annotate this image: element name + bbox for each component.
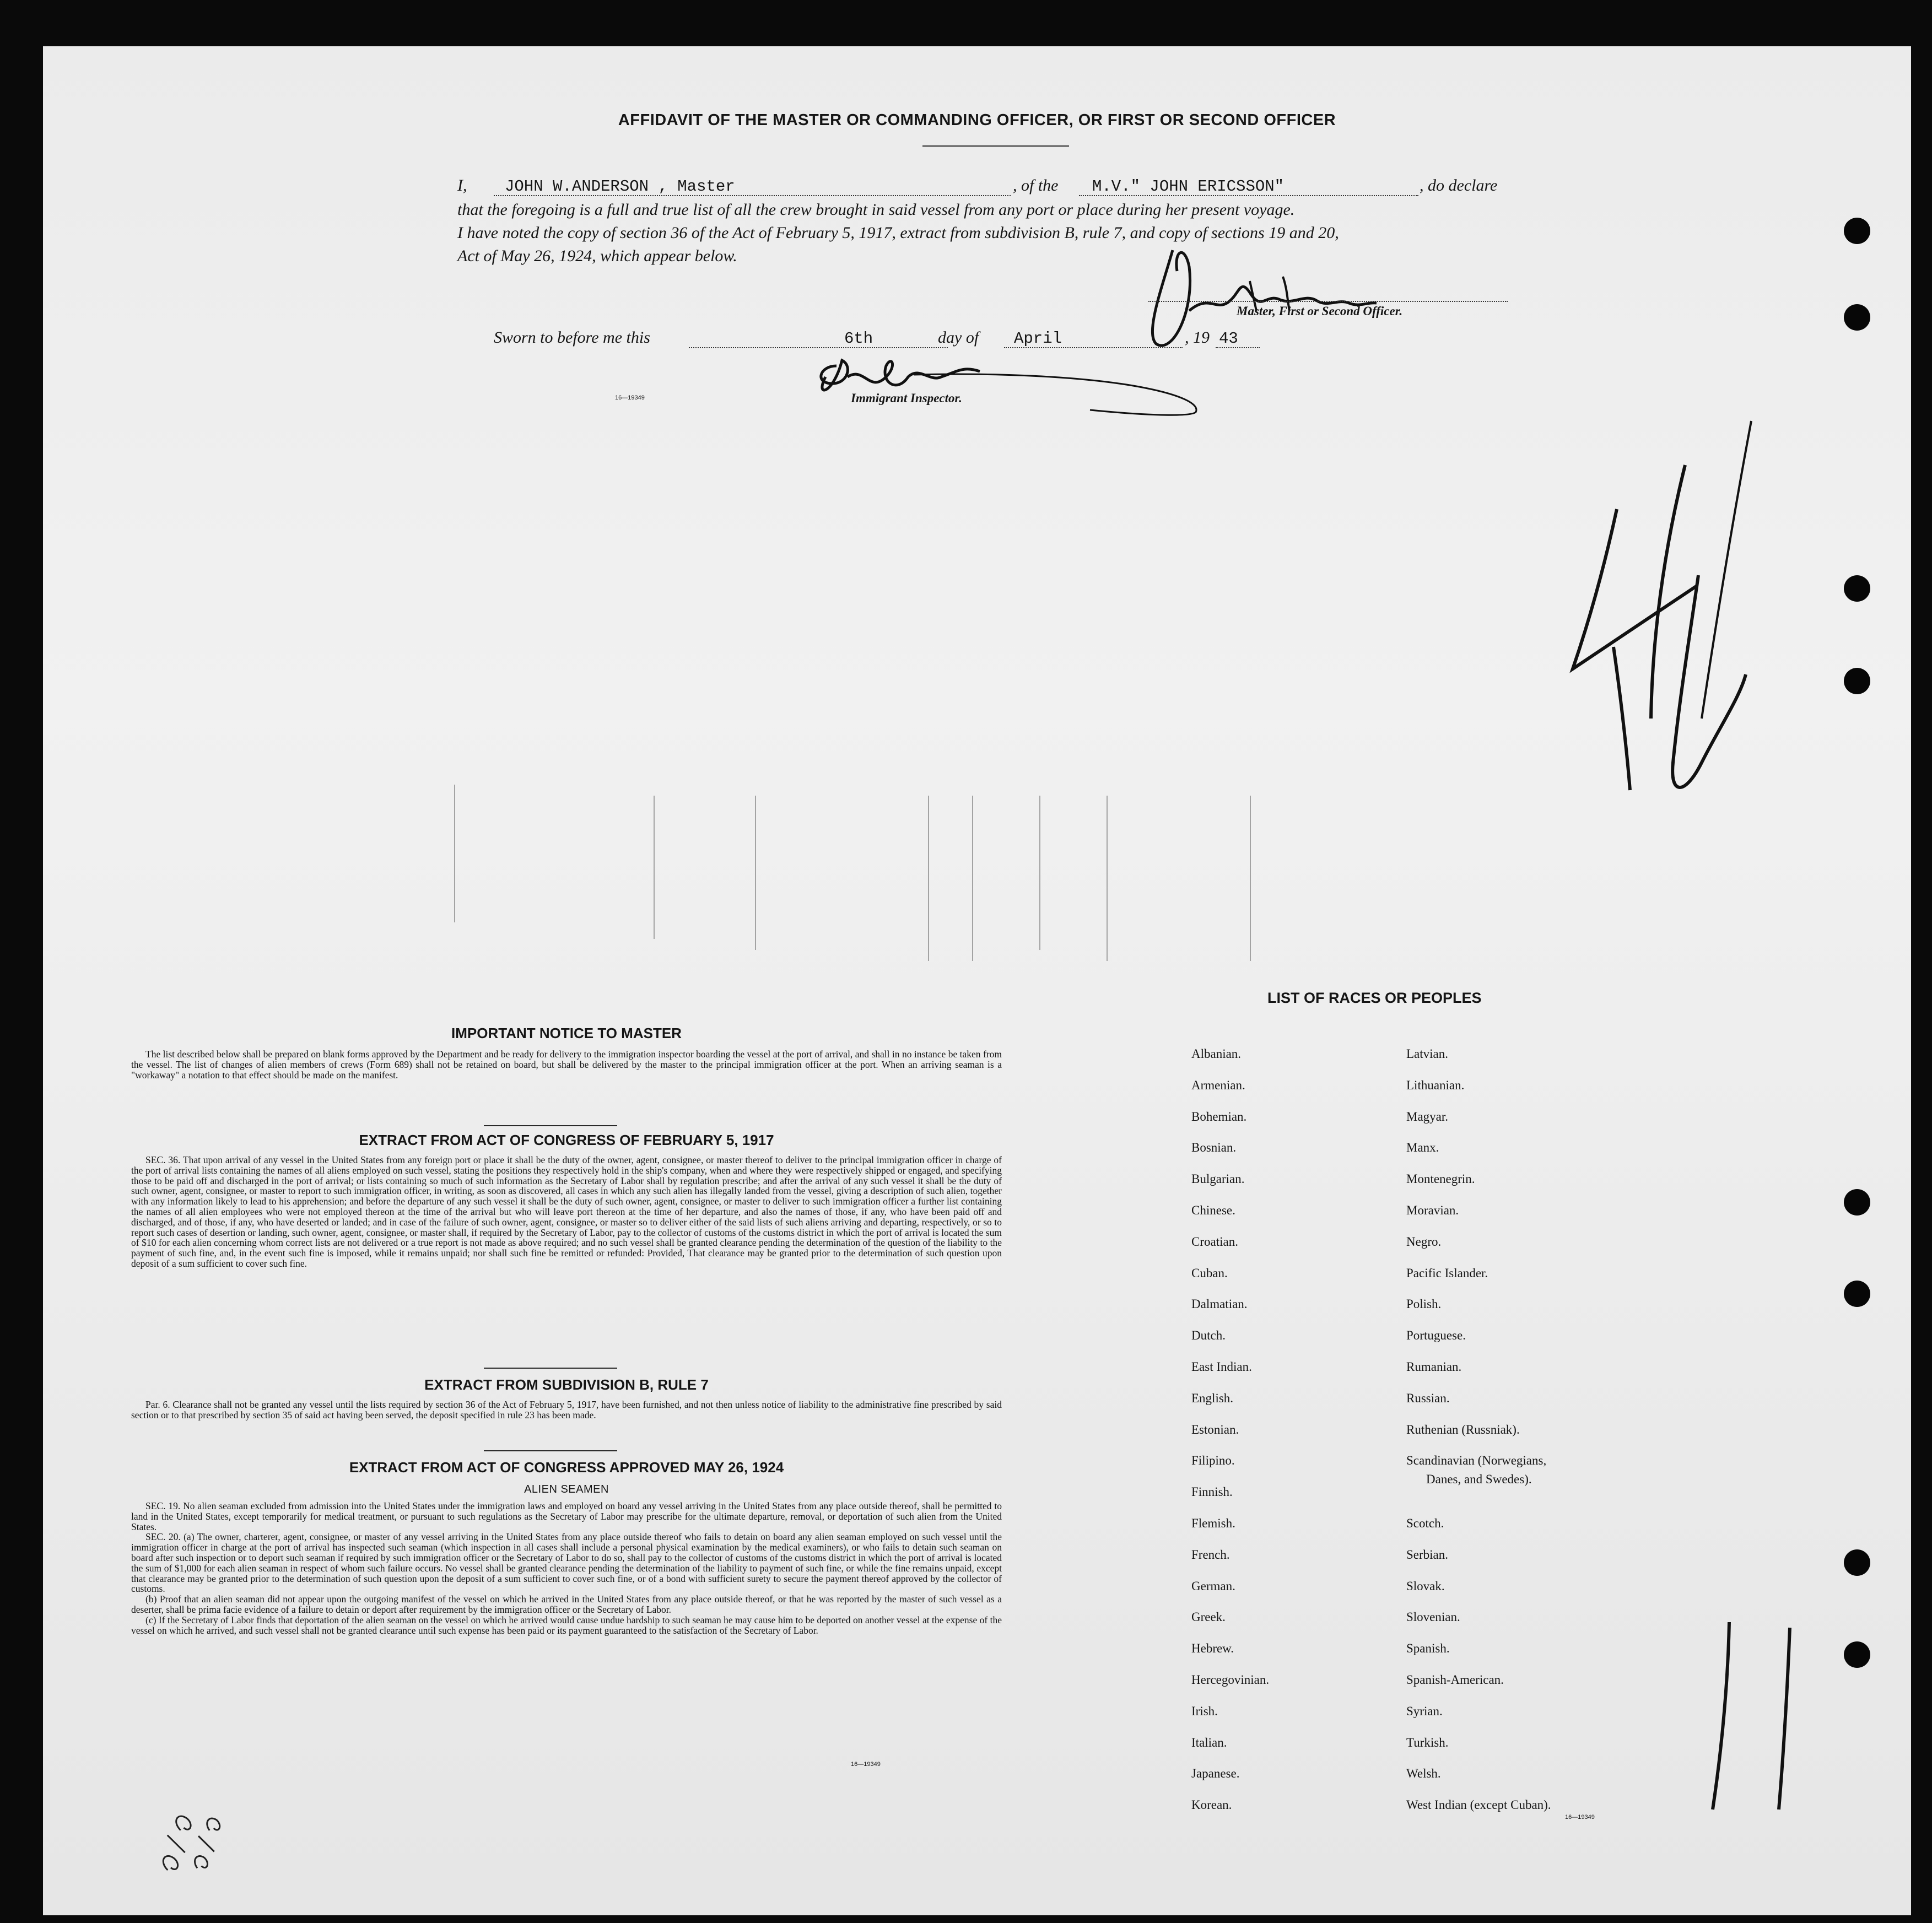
race-item: Magyar.: [1406, 1109, 1449, 1123]
race-item: East Indian.: [1191, 1360, 1252, 1374]
affidavit-title: AFFIDAVIT OF THE MASTER OR COMMANDING OFFICER, OR FIRST OR SECOND OFFICER: [618, 111, 1336, 129]
race-item: Hebrew.: [1191, 1641, 1234, 1656]
race-item: Japanese.: [1191, 1767, 1240, 1781]
notice-divider: [484, 1125, 617, 1126]
race-item: Serbian.: [1406, 1547, 1449, 1562]
punch-hole: [1844, 575, 1870, 602]
race-item: Korean.: [1191, 1798, 1232, 1812]
sec-20b-text: (b) Proof that an alien seaman did not appear upon the outgoing manifest of the vessel on which he arrived in the United States from any place outside thereof, or that he was reported by the master of such vessel as a deserter, shall be prima facie evidence of a failure to detain or deport after requirement by the immigration officer or the Secretary of Labor.: [131, 1594, 1002, 1615]
bleed-line: [755, 796, 756, 950]
vessel-name: M.V." JOHN ERICSSON": [1092, 177, 1285, 196]
handwritten-number-large: [1520, 410, 1806, 829]
race-item: Chinese.: [1191, 1203, 1235, 1217]
race-item: German.: [1191, 1579, 1235, 1593]
race-item: Hercegovinian.: [1191, 1673, 1270, 1687]
race-item: Bulgarian.: [1191, 1172, 1245, 1186]
title-underline: [922, 145, 1069, 147]
notice-title: IMPORTANT NOTICE TO MASTER: [451, 1025, 682, 1041]
master-signature-line: [1148, 301, 1508, 302]
sworn-text: Sworn to before me this: [494, 328, 650, 347]
extract-1924-subtitle: ALIEN SEAMEN: [524, 1483, 609, 1495]
race-item: French.: [1191, 1547, 1230, 1562]
sworn-month: April: [1014, 329, 1062, 348]
sec-20c-text: (c) If the Secretary of Labor finds that deportation of the alien seaman on the vessel on which he arrived would cause undue hardship to such seaman he may cause him to be deported on another vessel at the expense of the vessel on which he arrived, and such vessel shall not be granted clearance until such expense has been paid or its payment guaranteed to the satisfaction of the Secretary of Labor.: [131, 1614, 1002, 1636]
race-item: Cuban.: [1191, 1266, 1228, 1280]
inspector-signature: [803, 344, 1233, 421]
bleed-line: [928, 796, 929, 961]
sec-20a-text: SEC. 20. (a) The owner, charterer, agent, consignee, or master of any vessel arriving in the United States from any place outside thereof who fails to detain on board any alien seaman employed on such vessel until the immigration officer in charge at the port of arrival has inspected such seaman (which inspection in all cases shall include a personal physical examination by the medical examiners), or who fails to detain such seaman on board after such inspection or to deport such seaman if required by such immigration officer or the Secretary of Labor to do so, shall pay to the collector of customs of the customs district in which the port of arrival is located the sum of $1,000 for each alien seaman in respect of whom such failure occurs. No vessel shall be granted clearance pending the determination of the liability to payment of such fine, or while the fine remains unpaid, except that clearance may be granted prior to the determination of such question upon the deposit of a sum sufficient to cover such fine, or of a bond with sufficient surety to secure the payment thereof approved by the collector of customs.: [131, 1531, 1002, 1595]
punch-hole: [1844, 1549, 1870, 1576]
year-prefix: , 19: [1185, 328, 1210, 347]
rule-7-text: Par. 6. Clearance shall not be granted any vessel until the lists required by section 36 of the Act of February 5, 1917, have been furnished, and not then unless notice of liability to the administrative fine prescribed by said section or to that prescribed by section 35 of said act having been served, the deposit specified in rule 23 has been made.: [131, 1399, 1002, 1420]
race-item: Estonian.: [1191, 1422, 1239, 1436]
rule-7-title: EXTRACT FROM SUBDIVISION B, RULE 7: [424, 1376, 709, 1393]
race-item: Moravian.: [1406, 1203, 1459, 1217]
affidavit-line-3: I have noted the copy of section 36 of the Act of February 5, 1917, extract from subdivision B, rule 7, and copy of sections 19 and 20,: [457, 224, 1339, 242]
race-item: Spanish-American.: [1406, 1673, 1504, 1687]
race-item: Irish.: [1191, 1704, 1218, 1718]
race-item: West Indian (except Cuban).: [1406, 1798, 1551, 1812]
race-item: Albanian.: [1191, 1047, 1242, 1061]
race-item: Scotch.: [1406, 1516, 1444, 1530]
race-item: Latvian.: [1406, 1047, 1448, 1061]
race-item: Filipino.: [1191, 1454, 1235, 1468]
race-item-scandinavian-cont: Danes, and Swedes).: [1426, 1472, 1532, 1486]
master-name-line: [494, 195, 1011, 196]
punch-hole: [1844, 668, 1870, 694]
race-item: Russian.: [1406, 1391, 1450, 1405]
extract-1917-title: EXTRACT FROM ACT OF CONGRESS OF FEBRUARY 5, 1917: [359, 1132, 774, 1148]
extract-1924-title: EXTRACT FROM ACT OF CONGRESS APPROVED MAY 26, 1924: [349, 1459, 784, 1476]
punch-hole: [1844, 1641, 1870, 1668]
vessel-name-line: [1079, 195, 1418, 196]
sworn-day: 6th: [844, 329, 873, 348]
affidavit-line-4: Act of May 26, 1924, which appear below.: [457, 247, 737, 265]
race-item: Welsh.: [1406, 1767, 1441, 1781]
affidavit-form-number: 16—19349: [615, 395, 645, 401]
sworn-year: 43: [1219, 329, 1238, 348]
race-item: Bosnian.: [1191, 1141, 1237, 1155]
affidavit-line-2: that the foregoing is a full and true list of all the crew brought in said vessel from any port or place during her present voyage.: [457, 201, 1295, 219]
bleed-line: [972, 796, 973, 961]
race-item: Polish.: [1406, 1297, 1442, 1311]
race-item: Syrian.: [1406, 1704, 1443, 1718]
race-item: Armenian.: [1191, 1078, 1245, 1092]
master-signature-caption: Master, First or Second Officer.: [1237, 304, 1403, 318]
race-item: Spanish.: [1406, 1641, 1450, 1656]
extract-1917-text: SEC. 36. That upon arrival of any vessel in the United States from any foreign port or place it shall be the duty of the owner, agent, consignee, or master thereof to deliver to the principal immigration officer in charge of the port of arrival lists containing the names of all aliens employed on such vessel, stating the positions they respectively hold in the ship's company, when and where they were respectively shipped or engaged, and specifying those to be paid off and discharged in the port of arrival; or lists containing so much of such information as the Secretary of Labor shall by regulation prescribe; and after the arrival of any such vessel it shall be the duty of such owner, agent, consignee, or master to report to such immigration officer, in writing, as soon as discovered, all cases in which any such alien has illegally landed from the vessel, giving a description of such alien, together with any information likely to lead to his apprehension; and before the departure of any such vessel it shall be the duty of such owner, agent, consignee, or master to deliver to such immigration officer a further list containing the names of all alien employees who were not employed thereon at the time of the arrival but who will leave port thereon at the time of her departure, and also the names of those, if any, who have been paid off and discharged, and of those, if any, who have deserted or landed; and in case of the failure of such owner, agent, consignee, or master so to deliver either of the said lists of such aliens arriving and departing, respectively, or so to report such cases of desertion or landing, such owner, agent, consignee, or master shall, if required by the Secretary of Labor, pay to the collector of customs of the customs district in which the port of arrival is located the sum of $10 for each alien concerning whom correct lists are not delivered or a true report is not made as above required; and no such vessel shall be granted clearance pending the determination of the question of the liability to the payment of such fine, and, in the event such fine is imposed, while it remains unpaid; nor shall such fine be remitted or refunded: Provided, That clearance may be granted prior to the determination of such question upon deposit of a sum sufficient to cover such fine.: [131, 1154, 1002, 1269]
race-item: Finnish.: [1191, 1485, 1233, 1499]
races-form-number: 16—19349: [1565, 1814, 1595, 1821]
race-item: English.: [1191, 1391, 1234, 1405]
punch-hole: [1844, 218, 1870, 244]
race-item: Montenegrin.: [1406, 1172, 1475, 1186]
race-item: Flemish.: [1191, 1516, 1235, 1530]
race-item: Scandinavian (Norwegians,: [1406, 1454, 1547, 1468]
race-item: Ruthenian (Russniak).: [1406, 1422, 1520, 1436]
punch-hole: [1844, 1281, 1870, 1307]
master-name: JOHN W.ANDERSON , Master: [505, 177, 735, 196]
punch-hole: [1844, 304, 1870, 331]
race-item: Bohemian.: [1191, 1109, 1247, 1123]
rule-7-body: [131, 1400, 1002, 1420]
manifest-page: [43, 46, 1911, 1915]
bleed-line: [454, 785, 455, 922]
race-item: Portuguese.: [1406, 1328, 1466, 1343]
rule-7-divider: [484, 1450, 617, 1451]
day-of-text: day of: [938, 328, 979, 347]
race-item: Croatian.: [1191, 1234, 1238, 1249]
notice-body: [131, 1049, 1002, 1080]
race-item: Rumanian.: [1406, 1360, 1462, 1374]
bleed-line: [654, 796, 655, 939]
bleed-line: [1250, 796, 1251, 961]
race-item: Dalmatian.: [1191, 1297, 1248, 1311]
notice-text: The list described below shall be prepared on blank forms approved by the Department and be ready for delivery to the immigration inspector boarding the vessel at the port of arrival, and shall in no instance be taken from the vessel. The list of changes of alien members of crews (Form 689) shall not be retained on board, but shall be delivered by the master to the principal immigration officer at the port. When an arriving seaman is a "workaway" a notation to that effect should be made on the manifest.: [131, 1049, 1002, 1081]
race-item: Lithuanian.: [1406, 1078, 1465, 1092]
of-the-text: , of the: [1013, 176, 1059, 195]
sec-19-text: SEC. 19. No alien seaman excluded from admission into the United States under the immigration laws and employed on board any vessel arriving in the United States from any place outside thereof, shall be permitted to land in the United States, except temporarily for medical treatment, or pursuant to such regulations as the Secretary of Labor may prescribe for the ultimate departure, removal, or deportation of such alien from the United States.: [131, 1500, 1002, 1532]
handwritten-number-eleven: [1696, 1611, 1828, 1826]
corner-handwritten-note: [137, 1765, 247, 1898]
race-item: Pacific Islander.: [1406, 1266, 1488, 1280]
race-item: Greek.: [1191, 1610, 1226, 1624]
bleed-line: [1107, 796, 1108, 961]
race-item: Italian.: [1191, 1735, 1227, 1749]
bleed-line: [1039, 796, 1040, 950]
race-item: Slovak.: [1406, 1579, 1445, 1593]
extract-1917-body: [131, 1155, 1002, 1269]
do-declare-text: , do declare: [1420, 176, 1498, 195]
race-item: Negro.: [1406, 1234, 1442, 1249]
race-item: Manx.: [1406, 1141, 1439, 1155]
extract-1924-body: [131, 1501, 1002, 1635]
races-title: LIST OF RACES OR PEOPLES: [1267, 990, 1482, 1006]
race-item: Slovenian.: [1406, 1610, 1460, 1624]
race-item: Dutch.: [1191, 1328, 1226, 1343]
affidavit-pronoun: I,: [457, 176, 467, 195]
inspector-caption: Immigrant Inspector.: [851, 391, 962, 405]
race-item: Turkish.: [1406, 1735, 1449, 1749]
extract-1917-divider: [484, 1368, 617, 1369]
punch-hole: [1844, 1189, 1870, 1216]
extract-form-number: 16—19349: [851, 1761, 881, 1768]
